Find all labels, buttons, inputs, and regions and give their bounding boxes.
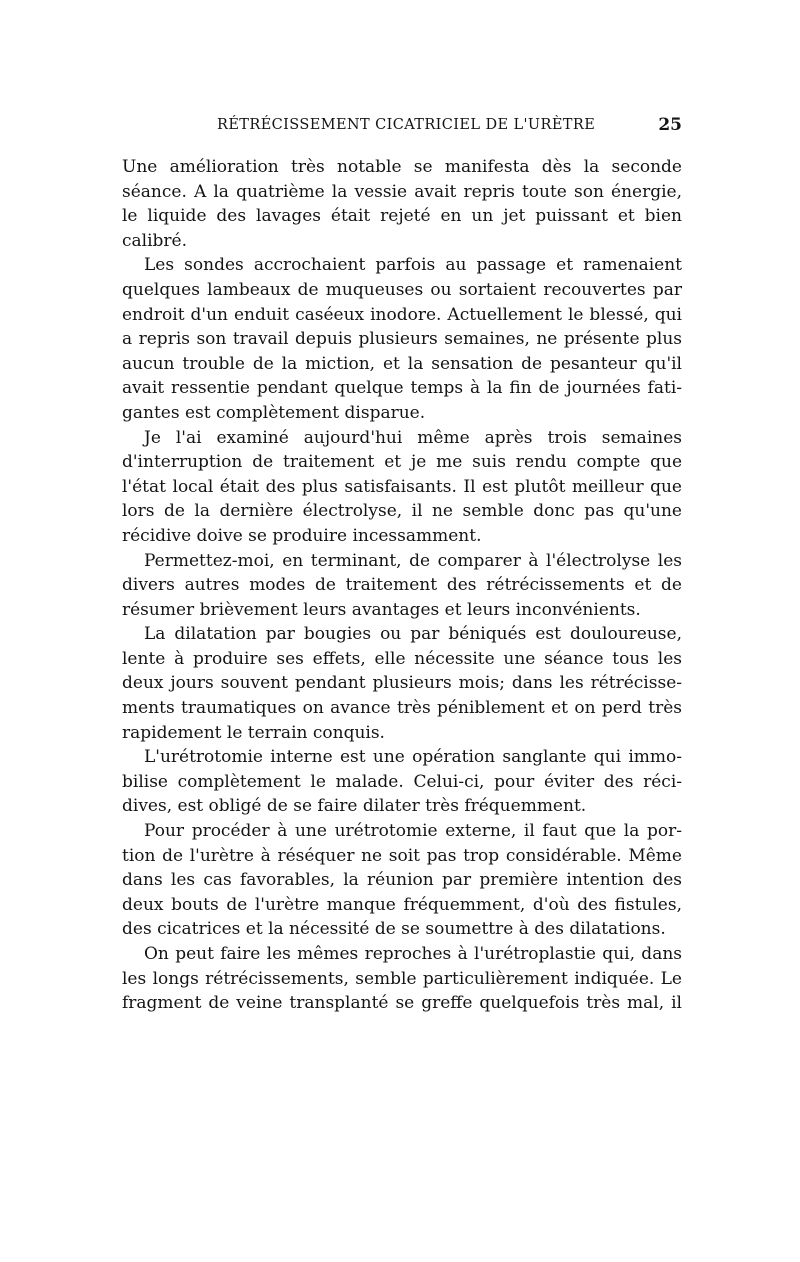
- text-line: lors de la dernière électrolyse, il ne semble donc pas qu'une: [122, 501, 682, 522]
- text-line: endroit d'un enduit caséeux inodore. Actuellement le blessé, qui: [122, 304, 682, 325]
- text-line: gantes est complètement disparue.: [122, 402, 426, 423]
- text-line: des cicatrices et la nécessité de se soumettre à des dilatations.: [122, 919, 666, 940]
- text-line: L'urétrotomie interne est une opération sanglante qui immo-: [144, 747, 682, 768]
- text-line: séance. A la quatrième la vessie avait repris toute son énergie,: [122, 181, 682, 202]
- running-head: [122, 117, 682, 141]
- text-line: Je l'ai examiné aujourd'hui même après trois semaines: [144, 427, 682, 448]
- text-line: d'interruption de traitement et je me suis rendu compte que: [122, 452, 682, 473]
- text-line: le liquide des lavages était rejeté en un jet puissant et bien: [122, 206, 682, 227]
- text-line: deux bouts de l'urètre manque fréquemment, d'où des fistules,: [122, 894, 682, 915]
- text-line: fragment de veine transplanté se greffe quelquefois très mal, il: [122, 993, 682, 1014]
- text-line: lente à produire ses effets, elle nécessite une séance tous les: [122, 648, 682, 669]
- text-line: Une amélioration très notable se manifesta dès la seconde: [122, 157, 682, 177]
- text-line: a repris son travail depuis plusieurs semaines, ne présente plus: [122, 329, 682, 350]
- body-text: [122, 155, 682, 1016]
- text-line: ments traumatiques on avance très péniblement et on perd très: [122, 698, 682, 719]
- text-line: quelques lambeaux de muqueuses ou sortaient recouvertes par: [122, 279, 682, 300]
- text-line: divers autres modes de traitement des rétrécissements et de: [122, 575, 682, 596]
- text-line: dives, est obligé de se faire dilater très fréquemment.: [122, 796, 587, 817]
- text-line: avait ressentie pendant quelque temps à la fin de journées fati-: [122, 378, 682, 399]
- text-line: bilise complètement le malade. Celui-ci, pour éviter des réci-: [122, 771, 682, 792]
- text-line: tion de l'urètre à réséquer ne soit pas trop considérable. Même: [122, 845, 682, 866]
- text-line: deux jours souvent pendant plusieurs mois; dans les rétrécisse-: [122, 673, 682, 694]
- text-line: Permettez-moi, en terminant, de comparer à l'électrolyse les: [144, 550, 682, 571]
- text-line: aucun trouble de la miction, et la sensation de pesanteur qu'il: [122, 353, 682, 374]
- text-line: On peut faire les mêmes reproches à l'urétroplastie qui, dans: [144, 944, 682, 964]
- text-line: Les sondes accrochaient parfois au passage et ramenaient: [144, 255, 682, 276]
- text-line: Pour procéder à une urétrotomie externe, il faut que la por-: [144, 821, 682, 842]
- text-line: rapidement le terrain conquis.: [122, 722, 385, 743]
- text-line: résumer brièvement leurs avantages et leurs inconvénients.: [122, 599, 641, 620]
- text-line: l'état local était des plus satisfaisants. Il est plutôt meilleur que: [122, 476, 682, 497]
- text-line: La dilatation par bougies ou par béniqués est douloureuse,: [144, 624, 682, 645]
- text-line: les longs rétrécissements, semble particulièrement indiquée. Le: [122, 968, 682, 989]
- page-number: 25: [658, 115, 682, 135]
- text-line: récidive doive se produire incessamment.: [122, 525, 482, 546]
- text-line: calibré.: [122, 230, 188, 251]
- running-title: RÉTRÉCISSEMENT CICATRICIEL DE L'URÈTRE: [217, 117, 596, 133]
- text-line: dans les cas favorables, la réunion par première intention des: [122, 870, 682, 891]
